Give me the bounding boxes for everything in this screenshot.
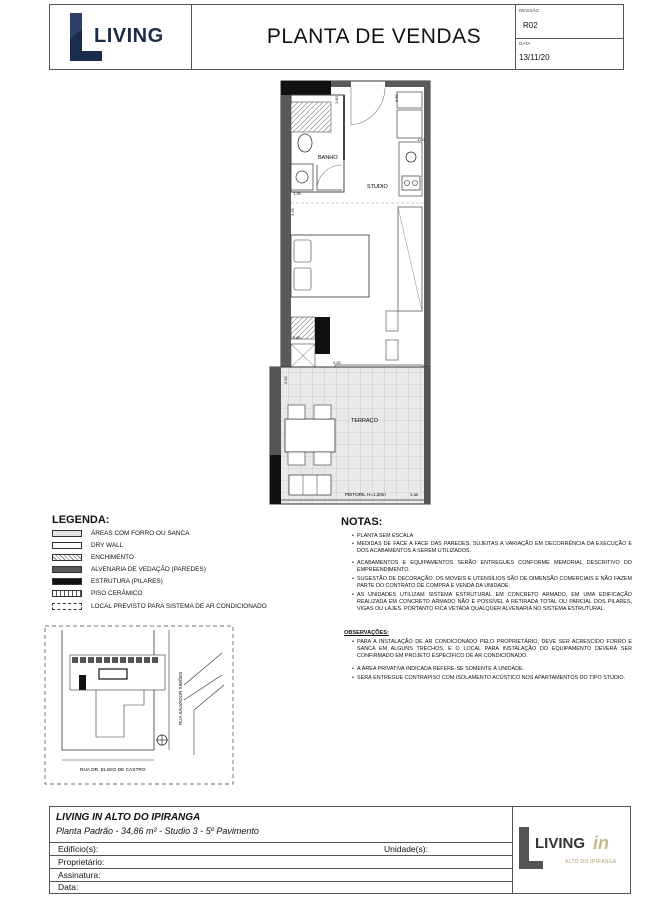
pillar-terrace <box>270 455 281 504</box>
toilet-icon <box>298 134 312 152</box>
legend-item: ENCHIMENTO <box>52 553 134 562</box>
legend-swatch <box>52 603 82 610</box>
legend-swatch <box>52 566 82 573</box>
legend-swatch <box>52 542 82 549</box>
dim-mid: 3.25 <box>290 208 295 216</box>
footer-logo-sub: ALTO DO IPIRANGA <box>565 859 617 865</box>
note-item: • MEDIDAS DE FACE A FACE DAS PAREDES, SUJEITAS A VARIAÇÃO EM DECORRÊNCIA DA EXECUÇÃO E DOS ACABAMENTOS A SEREM UTILIZADOS. <box>352 541 632 555</box>
dim-terrace-right: 3.38 <box>410 492 418 497</box>
unidade-field: Unidade(s): <box>384 844 428 854</box>
pillar-top-left <box>281 81 331 95</box>
page-title: PLANTA DE VENDAS <box>266 25 482 48</box>
legend-item: ESTRUTURA (PILARES) <box>52 577 163 586</box>
legend-swatch <box>52 590 82 597</box>
obs-item: • A ÁREA PRIVATIVA INDICADA REFERE-SE SOMENTE À UNIDADE. <box>352 666 525 672</box>
proprietario-field: Proprietário: <box>58 857 105 867</box>
dim-right-small: 1.80 <box>417 137 425 142</box>
legend-item: ALVENARIA DE VEDAÇÃO (PAREDES) <box>52 565 206 574</box>
legend-item: DRY WALL <box>52 541 123 550</box>
footer-block <box>49 806 631 894</box>
legend-swatch <box>52 578 82 585</box>
kitchen-sink-icon <box>406 152 416 162</box>
note-item: • ACABAMENTOS E EQUIPAMENTOS SERÃO ENTREGUES CONFORME MEMORIAL DESCRITIVO DO EMPREENDIMENTO. <box>352 560 632 574</box>
notes-title: NOTAS: <box>341 516 383 528</box>
legend-item: ÁREAS COM FORRO OU SANCA <box>52 529 189 538</box>
dim-shaft: 0.60 <box>293 335 301 340</box>
footer-logo <box>512 807 631 893</box>
dim-terrace-left: 2.92 <box>283 376 288 384</box>
room-label-banho: BANHO <box>318 155 338 161</box>
project-subtitle: Planta Padrão - 34,86 m² - Studio 3 - 5º Pavimento <box>56 826 259 836</box>
dim-top: 1.60 <box>334 96 339 104</box>
legend-swatch <box>52 554 82 561</box>
peitoril-label: PEITORIL H=1,20m <box>345 492 386 497</box>
note-item: • SUGESTÃO DE DECORAÇÃO. OS MOVEIS E UTENSÍLIOS SÃO DE DIMENSÃO COMERCIAIS E NÃO FAZEM PARTE DO CONTRATO DE COMPRA E VENDA DA UNIDADE. <box>352 576 632 590</box>
footer-logo-text: LIVING <box>535 835 586 852</box>
legend-title: LEGENDA: <box>52 514 110 526</box>
edificio-field: Edifício(s): <box>58 844 99 854</box>
revision-value: R02 <box>523 21 538 30</box>
header-logo-text: LIVING <box>94 25 164 47</box>
site-map <box>44 625 234 785</box>
room-label-studio: STUDIO <box>367 184 388 190</box>
obs-item: • SERÁ ENTREGUE CONTRAPISO COM ISOLAMENTO ACÚSTICO NOS APARTAMENTOS DO TIPO STUDIO. <box>352 675 626 681</box>
fridge-icon <box>397 110 422 138</box>
obs-item: • PARA A INSTALAÇÃO DE AR CONDICIONADO PELO PROPRIETÁRIO, DEVE SER ACRESCIDO FORRO E SANCA EM ALGUNS TRECHOS, E O LOCAL PARA INSTALAÇÃO DO EQUIPAMENTO DEVERÁ SER CONFIRMADO EM PROJETO ESPECÍFICO DE AR CONDICIONADO. <box>352 639 632 660</box>
terrace-bench-icon <box>289 475 331 495</box>
street-label-bottom: RUA DR. ELISIO DE CASTRO <box>80 768 146 773</box>
footer-logo-in: in <box>593 833 609 853</box>
project-name: LIVING IN ALTO DO IPIRANGA <box>56 812 201 823</box>
date-value: 13/11/20 <box>519 53 550 62</box>
revision-label: REVISÃO <box>519 8 540 13</box>
dim-right-top: 0.50 <box>394 94 399 102</box>
assinatura-field: Assinatura: <box>58 870 101 880</box>
date-label: DATA <box>519 41 531 46</box>
note-item: • AS UNIDADES UTILIZAM SISTEMA ESTRUTURAL EM CONCRETO ARMADO, EM UMA EDIFICAÇÃO REALIZADA EM CONCRETO ARMADO NÃO É POSSÍVEL A RETIRADA TOTAL OU PARCIAL DOS PILARES, VIGAS OU LAJES. PORTANTO FICA VETADA QUALQUER ALVENARIA NO SISTEMA ESTRUTURAL. <box>352 592 632 613</box>
terrace-table-icon <box>285 419 335 452</box>
legend-item: PISO CERÂMICO <box>52 589 143 598</box>
data-field: Data: <box>58 882 79 892</box>
legend-item: LOCAL PREVISTO PARA SISTEMA DE AR CONDICIONADO <box>52 602 267 611</box>
pillar-middle <box>315 317 330 354</box>
street-label-right: RUA SALVADOR SIMÕES <box>178 671 183 725</box>
room-label-terraco: TERRAÇO <box>351 418 378 424</box>
observacoes-title: OBSERVAÇÕES: <box>344 630 389 636</box>
dim-door: 2.20 <box>333 360 341 365</box>
sink-icon <box>296 171 308 183</box>
legend-swatch <box>52 530 82 537</box>
note-item: • PLANTA SEM ESCALA <box>352 533 414 539</box>
dim-bath: 1.20 <box>293 191 301 196</box>
